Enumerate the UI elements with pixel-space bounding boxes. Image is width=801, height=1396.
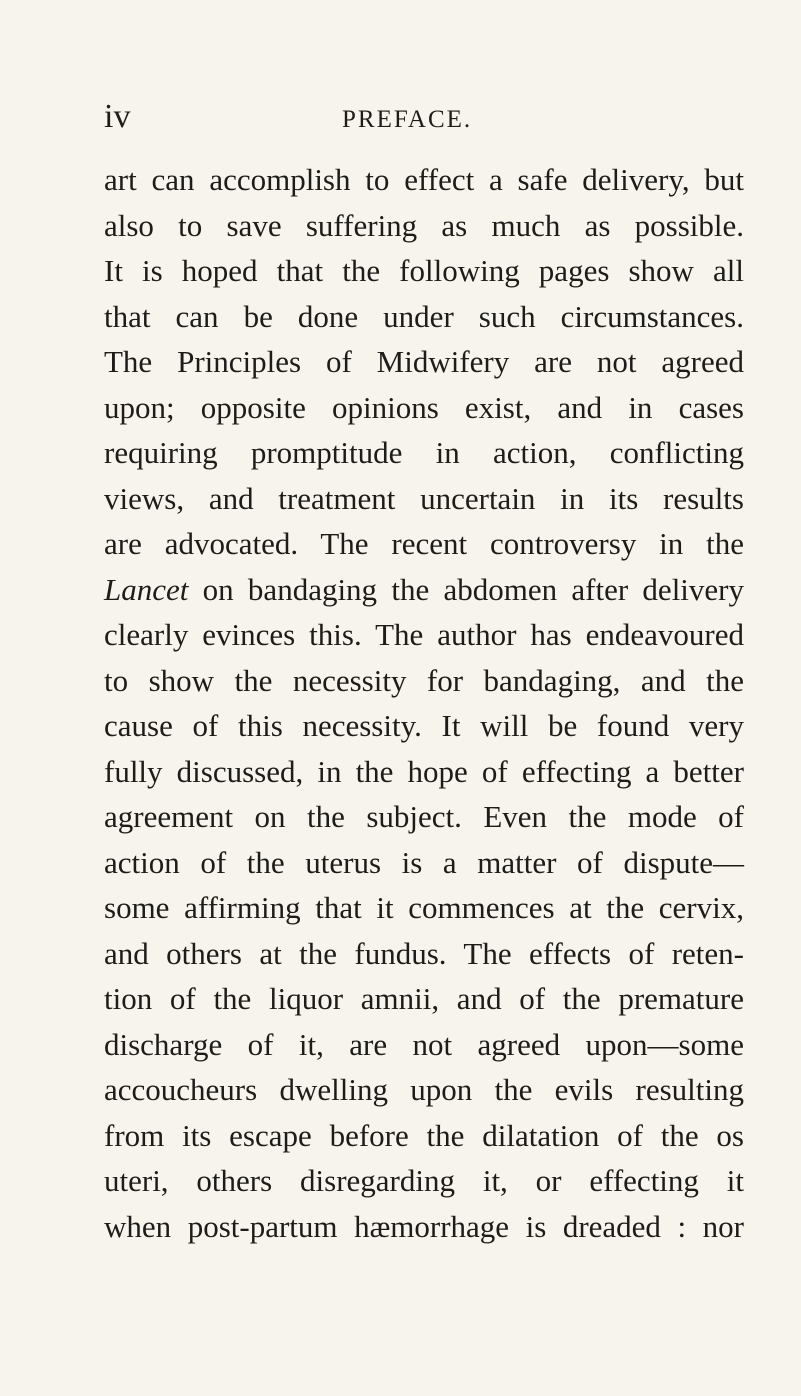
text-line-rest: on bandaging the abdomen after delivery xyxy=(202,571,745,607)
text-line: The Principles of Midwifery are not agreed xyxy=(104,344,744,379)
body-text xyxy=(104,157,744,1249)
text-line: views, and treatment uncertain in its results xyxy=(104,480,744,516)
text-line: It is hoped that the following pages show all xyxy=(104,253,744,288)
text-line: are advocated. The recent controversy in the xyxy=(104,526,744,561)
text-line: to show the necessity for bandaging, and the xyxy=(104,662,744,698)
text-line: from its escape before the dilatation of the os xyxy=(104,1117,744,1153)
page-number: iv xyxy=(104,98,131,135)
text-line: requiring promptitude in action, conflicting xyxy=(104,435,744,470)
text-line: uteri, others disregarding it, or effecting it xyxy=(104,1163,744,1198)
text-line: clearly evinces this. The author has endeavoured xyxy=(104,617,744,652)
text-line: fully discussed, in the hope of effecting a better xyxy=(104,753,744,789)
text-line: art can accomplish to effect a safe delivery, but xyxy=(104,162,744,197)
text-line: that can be done under such circumstances. xyxy=(104,298,744,334)
text-line: accoucheurs dwelling upon the evils resulting xyxy=(104,1072,744,1107)
text-line-with-italic xyxy=(104,567,744,613)
text-line: tion of the liquor amnii, and of the premature xyxy=(104,981,744,1016)
italic-title: Lancet xyxy=(104,571,189,607)
text-line: cause of this necessity. It will be found very xyxy=(104,708,744,743)
text-line: upon; opposite opinions exist, and in cases xyxy=(104,389,744,425)
text-line: some affirming that it commences at the cervix, xyxy=(104,890,744,925)
text-line: action of the uterus is a matter of dispute— xyxy=(104,844,744,880)
text-line: and others at the fundus. The effects of reten- xyxy=(104,935,744,971)
running-title: PREFACE. xyxy=(342,106,473,133)
text-line: also to save suffering as much as possible. xyxy=(104,207,744,243)
text-line: agreement on the subject. Even the mode of xyxy=(104,799,744,834)
text-line: discharge of it, are not agreed upon—some xyxy=(104,1026,744,1062)
text-line: when post-partum hæmorrhage is dreaded : nor xyxy=(104,1208,744,1244)
